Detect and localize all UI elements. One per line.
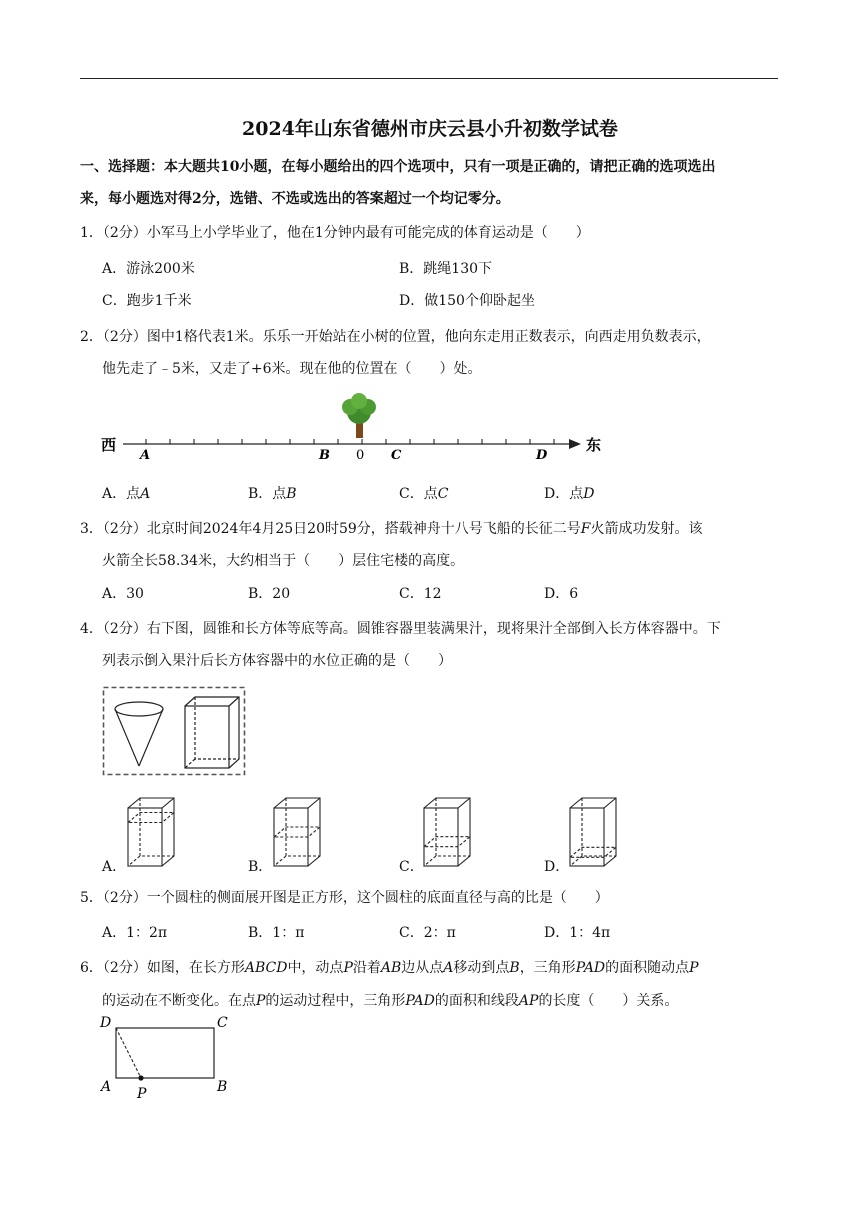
q2-option-c[interactable]: C．点C — [399, 486, 449, 502]
section-heading-line1: 一、选择题：本大题共10小题，在每小题给出的四个选项中，只有一项是正确的，请把正确的选项选出 — [80, 159, 716, 175]
q2-stem-line2: 他先走了﹣5米，又走了+6米。现在他的位置在（ ）处。 — [102, 361, 482, 377]
q4-option-b[interactable]: B． — [248, 859, 273, 875]
point-c-label: C — [391, 448, 402, 463]
q4-option-a[interactable]: A． — [102, 859, 127, 875]
cuboid-shape — [185, 697, 239, 768]
section-heading-line2: 来，每小题选对得2分，选错、不选或选出的答案超过一个均记零分。 — [80, 191, 510, 207]
west-label: 西 — [101, 436, 117, 454]
q2-stem-line1: 2．（2分）图中1格代表1米。乐乐一开始站在小树的位置，他向东走用正数表示，向西走用负数表示， — [80, 329, 711, 345]
q4-option-c[interactable]: C． — [399, 859, 424, 875]
q5-option-b[interactable]: B．1：π — [248, 925, 305, 941]
point-d-label: D — [536, 448, 548, 463]
q1-option-c[interactable]: C．跑步1千米 — [102, 293, 192, 309]
q3-stem-line1: 3．（2分）北京时间2024年4月25日20时59分，搭载神舟十八号飞船的长征二号F火箭成功发射。该 — [80, 521, 703, 537]
q1-option-d[interactable]: D．做150个仰卧起坐 — [399, 293, 535, 309]
q5-option-c[interactable]: C．2：π — [399, 925, 456, 941]
rectangle-shape — [116, 1028, 214, 1078]
cone-cuboid-figure — [102, 686, 248, 778]
east-label: 东 — [586, 436, 602, 454]
cuboid-option-b — [274, 798, 320, 866]
liquid-level — [274, 827, 320, 837]
rectangle-abcd-figure — [96, 1012, 246, 1102]
liquid-level — [128, 813, 174, 823]
point-a-label: A — [140, 448, 151, 463]
liquid-level — [424, 837, 470, 847]
q1-option-a[interactable]: A．游泳200米 — [102, 261, 195, 277]
q3-option-a[interactable]: A．30 — [102, 586, 144, 602]
tree-icon — [342, 393, 376, 438]
vertex-a-label: A — [101, 1079, 112, 1095]
q5-stem: 5．（2分）一个圆柱的侧面展开图是正方形，这个圆柱的底面直径与高的比是（ ） — [80, 890, 609, 906]
vertex-d-label: D — [100, 1015, 112, 1031]
q2-option-b[interactable]: B．点B — [248, 486, 297, 502]
q1-stem: 1．（2分）小军马上小学毕业了，他在1分钟内最有可能完成的体育运动是（ ） — [80, 225, 590, 241]
q5-option-d[interactable]: D．1：4π — [544, 925, 611, 941]
q2-option-d[interactable]: D．点D — [544, 486, 595, 502]
q6-stem-line1: 6．（2分）如图，在长方形ABCD中，动点P沿着AB边从点A移动到点B，三角形PAD的面积随动点P — [80, 960, 699, 976]
point-p — [138, 1075, 143, 1080]
q4-option-d[interactable]: D． — [544, 859, 570, 875]
q5-option-a[interactable]: A．1：2π — [102, 925, 168, 941]
q3-option-d[interactable]: D．6 — [544, 586, 579, 602]
number-line-figure — [95, 392, 615, 464]
q6-stem-line2: 的运动在不断变化。在点P的运动过程中，三角形PAD的面积和线段AP的长度（ ）关系。 — [102, 993, 679, 1009]
point-b-label: B — [319, 448, 330, 463]
q2-option-a[interactable]: A．点A — [102, 486, 151, 502]
q3-option-b[interactable]: B．20 — [248, 586, 291, 602]
page-title: 2024年山东省德州市庆云县小升初数学试卷 — [242, 118, 618, 140]
point-p-label: P — [137, 1086, 147, 1102]
q1-option-b[interactable]: B．跳绳130下 — [399, 261, 493, 277]
vertex-c-label: C — [217, 1015, 228, 1031]
vertex-b-label: B — [217, 1079, 228, 1095]
axis-ticks — [146, 439, 554, 444]
q3-stem-line2: 火箭全长58.34米，大约相当于（ ）层住宅楼的高度。 — [102, 553, 465, 569]
cuboid-option-d — [570, 798, 616, 866]
cone-shape — [115, 702, 163, 766]
q4-stem-line1: 4．（2分）右下图，圆锥和长方体等底等高。圆锥容器里装满果汁，现将果汁全部倒入长方体容器中。下 — [80, 621, 721, 637]
segment-pd — [116, 1028, 141, 1078]
cuboid-option-c — [424, 798, 470, 866]
zero-label: 0 — [356, 448, 365, 463]
q3-option-c[interactable]: C．12 — [399, 586, 442, 602]
cuboid-option-a — [128, 798, 174, 866]
header-rule — [80, 78, 778, 79]
q4-stem-line2: 列表示倒入果汁后长方体容器中的水位正确的是（ ） — [102, 653, 452, 669]
